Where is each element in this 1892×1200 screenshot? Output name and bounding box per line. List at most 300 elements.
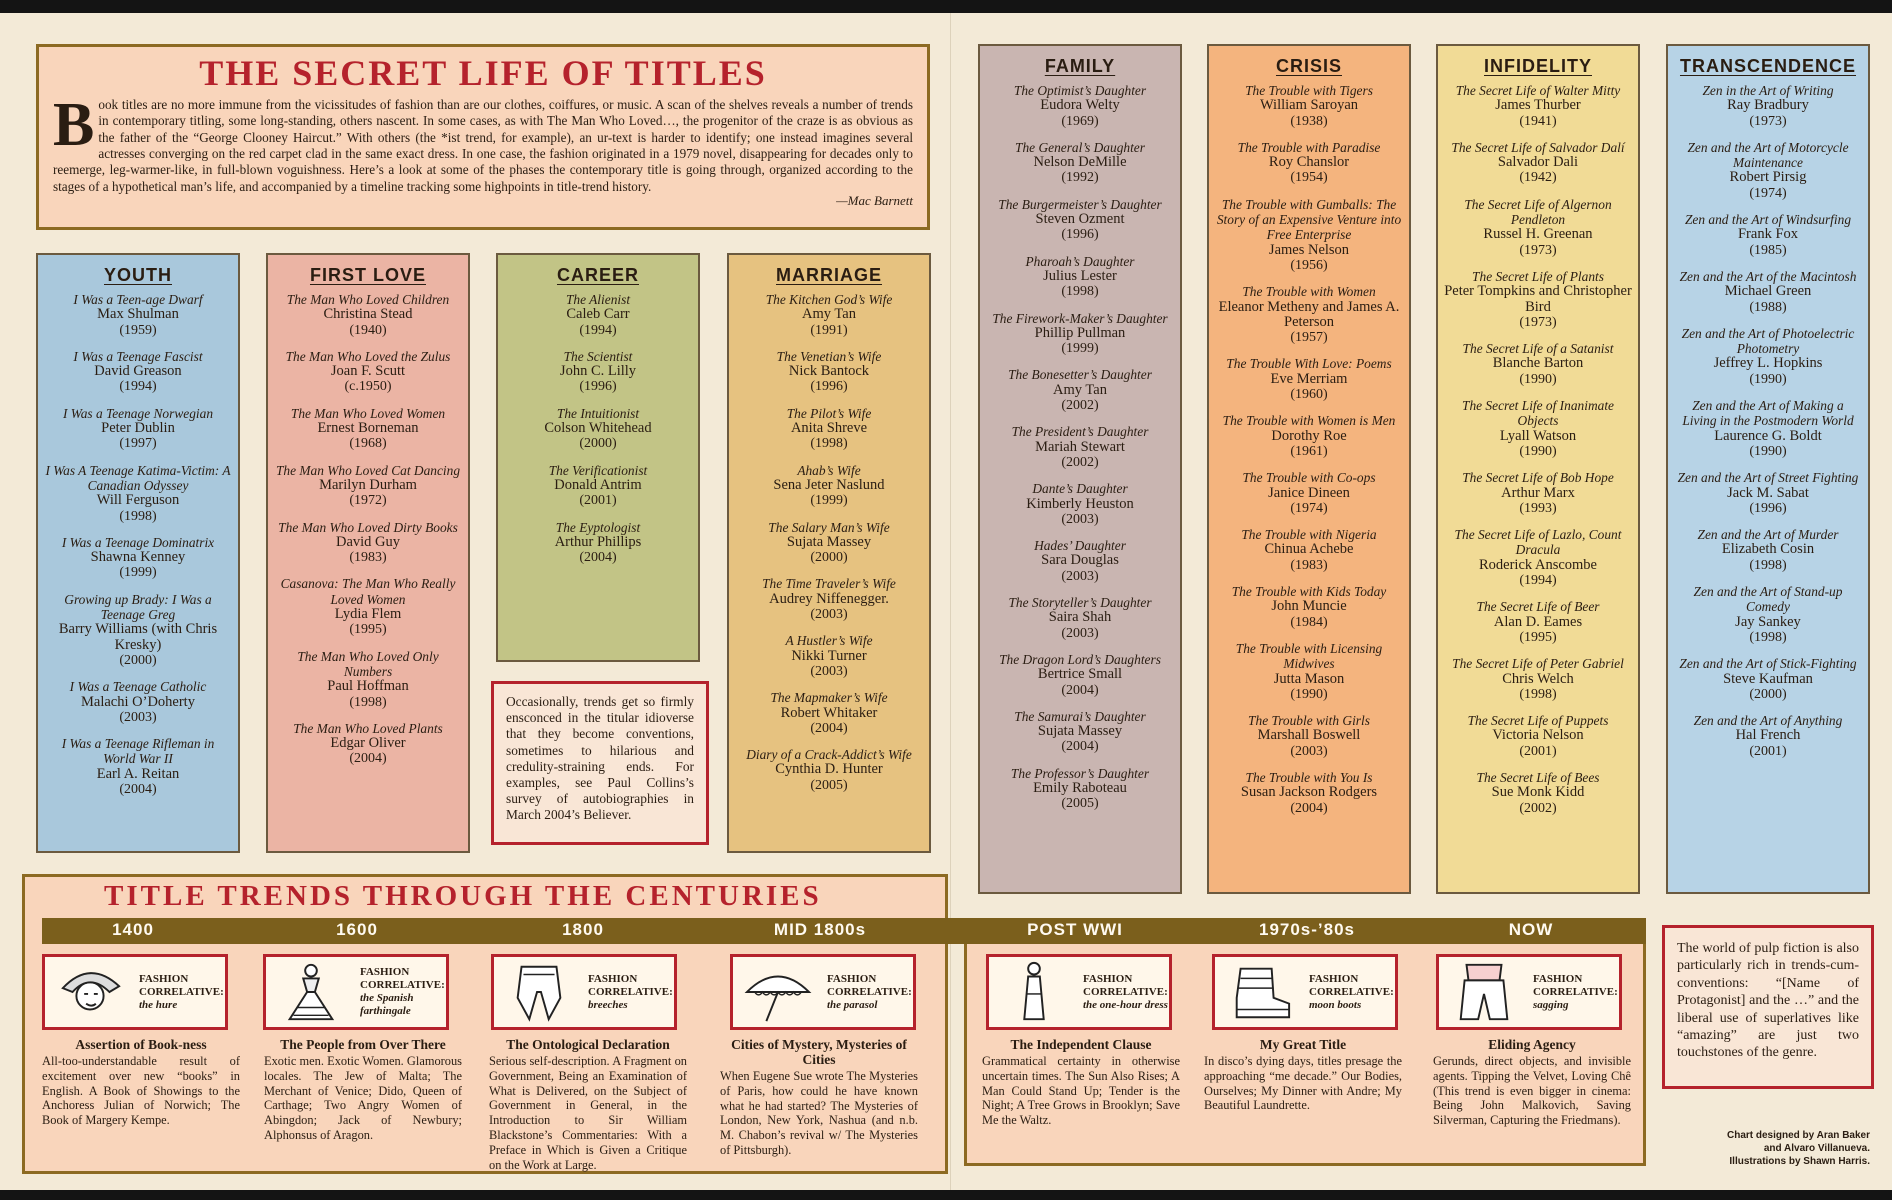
book-author: Shawna Kenney bbox=[90, 549, 186, 566]
book-author: Russel H. Greenan bbox=[1483, 226, 1593, 243]
book-title: The Trouble with Nigeria bbox=[1241, 527, 1377, 543]
book-entry bbox=[986, 652, 1174, 698]
book-author: Blanche Barton bbox=[1492, 355, 1584, 372]
book-entry bbox=[1215, 527, 1403, 573]
book-author: Sujata Massey bbox=[1037, 723, 1123, 740]
book-author: Phillip Pullman bbox=[1034, 324, 1126, 341]
book-author: David Guy bbox=[335, 533, 401, 550]
trend-block bbox=[42, 1037, 240, 1128]
book-title: The Trouble with Licensing Midwives bbox=[1235, 640, 1383, 672]
book-author: John C. Lilly bbox=[559, 363, 637, 380]
fashion-correlative-label bbox=[580, 973, 674, 1012]
book-year: (1998) bbox=[119, 508, 157, 524]
book-author: Colson Whitehead bbox=[544, 420, 652, 437]
trend-block bbox=[1433, 1037, 1631, 1128]
book-author: Cynthia D. Hunter bbox=[775, 761, 883, 778]
book-entry bbox=[1444, 527, 1632, 588]
book-title: The Trouble with Kids Today bbox=[1231, 584, 1387, 600]
book-author: Will Ferguson bbox=[96, 492, 180, 509]
book-author: Salvador Dali bbox=[1497, 154, 1579, 171]
book-author: James Nelson bbox=[1268, 241, 1350, 258]
book-year: (2001) bbox=[1519, 743, 1557, 759]
book-entry bbox=[986, 83, 1174, 129]
book-title: The Secret Life of Bees bbox=[1476, 769, 1600, 785]
book-entry bbox=[1444, 398, 1632, 459]
book-author: Malachi O’Doherty bbox=[81, 693, 195, 710]
fashion-correlative-box bbox=[1436, 954, 1622, 1030]
book-title: I Was a Teenage Rifleman in World War II bbox=[61, 736, 215, 767]
book-entry bbox=[986, 140, 1174, 186]
trend-block bbox=[264, 1037, 462, 1143]
book-year: (2000) bbox=[810, 550, 848, 566]
book-author: Christina Stead bbox=[323, 306, 413, 323]
book-entry bbox=[735, 690, 923, 736]
book-entry bbox=[274, 406, 462, 452]
book-title: The Time Traveler’s Wife bbox=[762, 576, 896, 592]
book-entry bbox=[1674, 140, 1862, 201]
book-entry bbox=[1444, 599, 1632, 645]
book-year: (1942) bbox=[1519, 170, 1557, 186]
intro-text bbox=[53, 90, 913, 195]
book-year: (2002) bbox=[1061, 454, 1099, 470]
book-year: (1996) bbox=[1749, 500, 1787, 516]
book-entry bbox=[274, 576, 462, 637]
book-title: The Pilot’s Wife bbox=[786, 405, 872, 421]
book-entry bbox=[44, 349, 232, 395]
book-author: Barry Williams (with Chris Kresky) bbox=[58, 621, 218, 653]
book-year: (1983) bbox=[349, 550, 387, 566]
fashion-item: the parasol bbox=[827, 998, 878, 1011]
book-entry bbox=[1444, 341, 1632, 387]
column-infidelity bbox=[1436, 44, 1640, 894]
book-year: (2001) bbox=[1749, 743, 1787, 759]
fashion-item: moon boots bbox=[1309, 998, 1362, 1011]
book-year: (1998) bbox=[349, 694, 387, 710]
book-year: (2005) bbox=[810, 777, 848, 793]
book-year: (2004) bbox=[349, 751, 387, 767]
book-entry bbox=[1215, 770, 1403, 816]
book-author: Jay Sankey bbox=[1735, 613, 1801, 630]
book-entry bbox=[735, 747, 923, 793]
column-heading: TRANSCENDENCE bbox=[1679, 56, 1856, 76]
top-border bbox=[0, 0, 1892, 13]
book-year: (1994) bbox=[579, 322, 617, 338]
book-title: The Secret Life of Bob Hope bbox=[1462, 470, 1614, 486]
fashion-correlative-label bbox=[1301, 973, 1395, 1012]
book-title: The Professor’s Daughter bbox=[1010, 765, 1150, 781]
book-year: (2004) bbox=[810, 720, 848, 736]
book-title: Zen and the Art of Stand-up Comedy bbox=[1693, 584, 1843, 615]
book-author: Arthur Marx bbox=[1501, 484, 1575, 501]
book-year: (c.1950) bbox=[344, 379, 392, 395]
book-year: (1996) bbox=[579, 379, 617, 395]
book-author: Caleb Carr bbox=[566, 306, 630, 323]
book-title: The Secret Life of Inanimate Objects bbox=[1462, 398, 1614, 429]
book-year: (1941) bbox=[1519, 113, 1557, 129]
book-author: Alan D. Eames bbox=[1493, 613, 1583, 630]
book-entry bbox=[274, 520, 462, 566]
book-title: The Man Who Loved Only Numbers bbox=[297, 648, 439, 679]
book-title: The Secret Life of Beer bbox=[1476, 599, 1600, 615]
book-entry bbox=[986, 766, 1174, 812]
book-author: Sue Monk Kidd bbox=[1491, 784, 1585, 801]
book-entry bbox=[1674, 656, 1862, 702]
book-author: Robert Whitaker bbox=[780, 704, 878, 721]
fashion-label: FASHION CORRELATIVE: bbox=[139, 972, 224, 998]
trend-heading: The Independent Clause bbox=[1010, 1037, 1152, 1052]
book-author: Susan Jackson Rodgers bbox=[1240, 784, 1378, 801]
book-year: (2004) bbox=[119, 782, 157, 798]
book-title: Growing up Brady: I Was a Teenage Greg bbox=[64, 591, 212, 623]
book-year: (1985) bbox=[1749, 242, 1787, 258]
book-title: Zen and the Art of Making a Living in the Postmodern World bbox=[1682, 398, 1854, 429]
book-title: The Burgermeister’s Daughter bbox=[998, 196, 1162, 212]
book-year: (1960) bbox=[1290, 387, 1328, 403]
book-title: Zen and the Art of Anything bbox=[1693, 713, 1843, 729]
fashion-label: FASHION CORRELATIVE: bbox=[1533, 972, 1618, 998]
book-title: Dante’s Daughter bbox=[1032, 481, 1128, 497]
book-title: Zen and the Art of Stick-Fighting bbox=[1679, 656, 1857, 672]
book-entry bbox=[1674, 269, 1862, 315]
book-year: (1996) bbox=[810, 379, 848, 395]
intro-paragraph: ook titles are no more immune from the vicissitudes of fashion than are our clothes, coiffures, or music. A scan of the shelves reveals a number of trends in contemporary titling, some long-standing, others nascent. In some cases, as with The Man Who Loved…, the progenitor of the craze is as obvious as the father of the “George Clooney Haircut.” With others (the *ist trend, for example), an ur-text is harder to identify; one instead imagines several actresses converging on the red carpet clad in the same exact dress. In one case, the fashion originated in a 1979 novel, disappearing for decades only to reemerge, leg-warmer-like, in full-blown voguishness. Here’s a look at some of the phases the contemporary title is going through, organized according to the stages of a hypothetical man’s life, and accompanied by a timeline tracking some highpoints in title-trend history. bbox=[53, 96, 913, 194]
fashion-item: the Spanish farthingale bbox=[360, 992, 414, 1017]
fashion-item: the hure bbox=[139, 998, 178, 1011]
book-year: (1990) bbox=[1290, 686, 1328, 702]
book-entry bbox=[504, 349, 692, 395]
book-entry bbox=[986, 311, 1174, 357]
book-entry bbox=[1674, 398, 1862, 459]
book-author: Peter Dublin bbox=[101, 420, 175, 437]
book-year: (2003) bbox=[1290, 743, 1328, 759]
book-author: Sara Douglas bbox=[1041, 552, 1119, 569]
book-title: The Secret Life of Lazlo, Count Dracula bbox=[1454, 527, 1622, 558]
book-author: Eleanor Metheny and James A. Peterson bbox=[1218, 298, 1400, 330]
book-year: (1983) bbox=[1290, 557, 1328, 573]
trend-heading: The Ontological Declaration bbox=[506, 1037, 670, 1052]
book-author: Dorothy Roe bbox=[1271, 427, 1347, 444]
book-entry bbox=[1215, 470, 1403, 516]
book-year: (1961) bbox=[1290, 443, 1328, 459]
book-author: Roderick Anscombe bbox=[1479, 556, 1597, 573]
book-year: (2003) bbox=[810, 663, 848, 679]
book-author: Amy Tan bbox=[1053, 381, 1107, 398]
book-title: The Man Who Loved the Zulus bbox=[285, 348, 451, 364]
book-author: Edgar Oliver bbox=[330, 735, 406, 752]
book-author: Emily Raboteau bbox=[1033, 779, 1127, 796]
farthingale-illustration-icon bbox=[270, 959, 352, 1025]
book-author: Bertrice Small bbox=[1037, 666, 1123, 683]
book-title: The Mapmaker’s Wife bbox=[770, 690, 888, 706]
fashion-item: the one-hour dress bbox=[1083, 998, 1168, 1011]
book-author: Hal French bbox=[1735, 727, 1801, 744]
book-entry bbox=[44, 406, 232, 452]
parasol-illustration-icon bbox=[737, 959, 819, 1025]
trend-description: In disco’s dying days, titles presage the approaching “me decade.” Our Bodies, Ourselves; My Dinner with Andre; My Beautiful Laundrette. bbox=[1204, 1054, 1402, 1113]
fashion-correlative-label bbox=[1075, 973, 1169, 1012]
book-entry bbox=[986, 538, 1174, 584]
book-entry bbox=[44, 463, 232, 524]
book-author: Audrey Niffenegger. bbox=[769, 590, 889, 607]
book-entry bbox=[1674, 83, 1862, 129]
book-title: The Storyteller’s Daughter bbox=[1008, 595, 1152, 611]
credit-line: Chart designed by Aran Baker bbox=[1726, 1130, 1870, 1141]
book-author: Peter Tompkins and Christopher Bird bbox=[1444, 283, 1632, 315]
timeline-era: 1600 bbox=[336, 920, 378, 939]
book-year: (1998) bbox=[1749, 629, 1787, 645]
book-entry bbox=[1444, 470, 1632, 516]
book-entry bbox=[504, 520, 692, 566]
book-year: (1994) bbox=[1519, 573, 1557, 589]
book-entry bbox=[986, 709, 1174, 755]
fashion-label: FASHION CORRELATIVE: bbox=[1309, 972, 1394, 998]
book-year: (1999) bbox=[119, 565, 157, 581]
book-author: Nelson DeMille bbox=[1033, 154, 1127, 171]
book-entry bbox=[1215, 641, 1403, 702]
book-year: (2003) bbox=[1061, 625, 1099, 641]
book-year: (2001) bbox=[579, 493, 617, 509]
fashion-correlative-box bbox=[986, 954, 1172, 1030]
book-author: Laurence G. Boldt bbox=[1714, 427, 1822, 444]
column-heading: FAMILY bbox=[1044, 56, 1116, 76]
book-entry bbox=[1444, 656, 1632, 702]
column-heading: MARRIAGE bbox=[776, 265, 882, 285]
book-author: Elizabeth Cosin bbox=[1721, 541, 1815, 558]
trend-description: When Eugene Sue wrote The Mysteries of Paris, how could he have known what he had started? The Mysteries of London, New York, Nashua (and n.b. M. Chabon’s revival w/ The Mysteries of Pittsburgh). bbox=[720, 1069, 918, 1157]
book-entry bbox=[1444, 269, 1632, 330]
book-title: The Samurai’s Daughter bbox=[1014, 708, 1146, 724]
book-title: The Trouble with Paradise bbox=[1237, 139, 1381, 155]
book-author: Arthur Phillips bbox=[554, 533, 642, 550]
book-author: Chinua Achebe bbox=[1264, 541, 1354, 558]
book-entry bbox=[986, 197, 1174, 243]
timeline-era: MID 1800s bbox=[773, 920, 867, 939]
book-title: The Trouble with Gumballs: The Story of an Expensive Venture into Free Enterprise bbox=[1216, 196, 1402, 243]
trend-block bbox=[982, 1037, 1180, 1128]
book-year: (2003) bbox=[1061, 511, 1099, 527]
book-entry bbox=[44, 592, 232, 668]
book-title: The Trouble with Co-ops bbox=[1242, 470, 1376, 486]
book-year: (1973) bbox=[1519, 314, 1557, 330]
book-year: (1999) bbox=[810, 493, 848, 509]
book-entry bbox=[986, 481, 1174, 527]
book-year: (2000) bbox=[119, 652, 157, 668]
trend-block bbox=[720, 1037, 918, 1158]
book-title: The Dragon Lord’s Daughters bbox=[999, 651, 1161, 667]
bottom-border bbox=[0, 1190, 1892, 1200]
book-year: (1973) bbox=[1749, 113, 1787, 129]
book-year: (1998) bbox=[1519, 686, 1557, 702]
fashion-correlative-box bbox=[730, 954, 916, 1030]
hood-illustration-icon bbox=[49, 959, 131, 1025]
book-title: Zen and the Art of Murder bbox=[1697, 527, 1839, 543]
trend-block bbox=[1204, 1037, 1402, 1113]
book-entry bbox=[735, 406, 923, 452]
book-year: (1998) bbox=[1749, 557, 1787, 573]
credits bbox=[1692, 1129, 1870, 1168]
book-author: Paul Hoffman bbox=[327, 678, 409, 695]
book-title: The Optimist’s Daughter bbox=[1013, 83, 1147, 98]
fashion-correlative-label bbox=[131, 973, 225, 1012]
book-year: (2004) bbox=[1061, 739, 1099, 755]
book-author: Eve Merriam bbox=[1270, 370, 1348, 387]
book-author: Roy Chanslor bbox=[1268, 154, 1350, 171]
dress-illustration-icon bbox=[993, 959, 1075, 1025]
book-title: The Scientist bbox=[563, 348, 633, 364]
drop-cap: B bbox=[53, 90, 95, 159]
fashion-label: FASHION CORRELATIVE: bbox=[827, 972, 912, 998]
book-title: The Secret Life of Walter Mitty bbox=[1455, 83, 1621, 98]
book-author: Anita Shreve bbox=[790, 420, 868, 437]
book-author: Mariah Stewart bbox=[1035, 438, 1125, 455]
book-title: I Was a Teenage Catholic bbox=[69, 679, 207, 695]
book-year: (1990) bbox=[1749, 371, 1787, 387]
book-title: The Secret Life of a Satanist bbox=[1462, 341, 1614, 357]
column-transcendence bbox=[1666, 44, 1870, 894]
trend-description: Serious self-description. A Fragment on Government, Being an Examination of What is Delivered, on the Subject of Government in General, in the Introduction to Sir William Blackstone’s Commentaries: With a Preface in Which is Given a Critique on the Work at Large. bbox=[489, 1054, 687, 1172]
book-author: Nick Bantock bbox=[788, 363, 870, 380]
book-entry bbox=[735, 292, 923, 338]
page-title: THE SECRET LIFE OF TITLES bbox=[199, 53, 767, 93]
book-title: Pharoah’s Daughter bbox=[1025, 253, 1135, 269]
fashion-correlative-box bbox=[1212, 954, 1398, 1030]
book-year: (2003) bbox=[810, 607, 848, 623]
fashion-correlative-box bbox=[491, 954, 677, 1030]
book-author: Victoria Nelson bbox=[1492, 727, 1584, 744]
book-author: James Thurber bbox=[1495, 97, 1581, 114]
intro-panel bbox=[36, 44, 930, 230]
book-author: David Greason bbox=[94, 363, 182, 380]
book-title: The Trouble With Love: Poems bbox=[1226, 356, 1392, 372]
column-heading: INFIDELITY bbox=[1484, 56, 1592, 76]
book-year: (1959) bbox=[119, 322, 157, 338]
book-title: I Was A Teenage Katima-Victim: A Canadian Odyssey bbox=[45, 462, 231, 493]
fashion-correlative-label bbox=[1525, 973, 1619, 1012]
book-year: (1994) bbox=[119, 379, 157, 395]
book-year: (2000) bbox=[579, 436, 617, 452]
book-year: (1990) bbox=[1519, 371, 1557, 387]
timeline-era: 1800 bbox=[562, 920, 604, 939]
book-entry bbox=[735, 633, 923, 679]
book-year: (2004) bbox=[579, 550, 617, 566]
book-entry bbox=[735, 349, 923, 395]
note-occasionally: Occasionally, trends get so firmly ensconced in the titular idioverse that they become conventions, sometimes to hilarious and credulity-straining ends. For examples, see Paul Collins’s survey of autobiographies in March 2004’s Believer. bbox=[491, 681, 709, 845]
book-entry bbox=[986, 595, 1174, 641]
book-entry bbox=[735, 463, 923, 509]
book-author: Chris Welch bbox=[1502, 670, 1574, 687]
book-entry bbox=[1444, 83, 1632, 129]
book-author: Nikki Turner bbox=[791, 647, 867, 664]
book-entry bbox=[1215, 284, 1403, 345]
credit-line: and Alvaro Villanueva. bbox=[1763, 1143, 1870, 1154]
book-year: (2004) bbox=[1061, 682, 1099, 698]
book-author: Eudora Welty bbox=[1040, 97, 1120, 114]
credit-line: Illustrations by Shawn Harris. bbox=[1729, 1156, 1870, 1167]
column-marriage bbox=[727, 253, 931, 853]
book-author: Marshall Boswell bbox=[1257, 727, 1361, 744]
trend-description: Gerunds, direct objects, and invisible agents. Tipping the Velvet, Loving Chê (This trend is even bigger in cinema: Being John Malkovich, Saving Silverman, Capturing the Friedmans). bbox=[1433, 1054, 1631, 1128]
book-entry bbox=[1674, 470, 1862, 516]
book-year: (2004) bbox=[1290, 800, 1328, 816]
book-title: The Salary Man’s Wife bbox=[768, 519, 890, 535]
book-entry bbox=[1215, 413, 1403, 459]
book-author: Robert Pirsig bbox=[1729, 169, 1807, 186]
fashion-label: FASHION CORRELATIVE: bbox=[1083, 972, 1168, 998]
book-year: (1988) bbox=[1749, 299, 1787, 315]
trends-title: TITLE TRENDS THROUGH THE CENTURIES bbox=[104, 880, 822, 912]
book-title: Diary of a Crack-Addict’s Wife bbox=[746, 747, 912, 763]
trend-heading: Assertion of Book-ness bbox=[75, 1037, 207, 1052]
book-year: (1938) bbox=[1290, 113, 1328, 129]
book-author: William Saroyan bbox=[1259, 97, 1359, 114]
book-year: (1999) bbox=[1061, 341, 1099, 357]
book-entry bbox=[44, 736, 232, 797]
book-title: The Bonesetter’s Daughter bbox=[1008, 367, 1152, 383]
book-title: The Kitchen God’s Wife bbox=[765, 292, 893, 307]
book-entry bbox=[274, 463, 462, 509]
book-title: The Trouble with Women bbox=[1242, 284, 1376, 300]
book-entry bbox=[1215, 197, 1403, 273]
book-author: Jutta Mason bbox=[1273, 670, 1345, 687]
timeline-era: POST WWI bbox=[1027, 920, 1123, 939]
book-title: Zen and the Art of Street Fighting bbox=[1677, 470, 1859, 486]
book-entry bbox=[274, 721, 462, 767]
trend-block bbox=[489, 1037, 687, 1172]
book-entry bbox=[1674, 527, 1862, 573]
book-entry bbox=[1444, 770, 1632, 816]
book-entry bbox=[1444, 140, 1632, 186]
book-author: Lydia Flem bbox=[334, 606, 402, 623]
book-title: The Man Who Loved Dirty Books bbox=[278, 519, 458, 535]
fashion-label: FASHION CORRELATIVE: bbox=[588, 972, 673, 998]
book-entry bbox=[504, 406, 692, 452]
book-year: (1973) bbox=[1519, 242, 1557, 258]
column-crisis bbox=[1207, 44, 1411, 894]
book-year: (1993) bbox=[1519, 500, 1557, 516]
book-entry bbox=[1215, 356, 1403, 402]
column-youth bbox=[36, 253, 240, 853]
book-title: The Eyptologist bbox=[555, 519, 641, 535]
book-year: (1956) bbox=[1290, 257, 1328, 273]
column-heading: CAREER bbox=[556, 265, 639, 285]
book-title: The Trouble with You Is bbox=[1245, 769, 1373, 785]
book-title: Zen and the Art of Motorcycle Maintenance bbox=[1687, 139, 1849, 171]
book-author: Jack M. Sabat bbox=[1727, 484, 1809, 501]
book-author: Donald Antrim bbox=[554, 476, 642, 493]
book-entry bbox=[1215, 83, 1403, 129]
book-title: The Trouble with Tigers bbox=[1245, 83, 1373, 98]
page-fold bbox=[950, 13, 951, 1190]
book-entry bbox=[986, 254, 1174, 300]
fashion-correlative-label bbox=[352, 966, 446, 1018]
fashion-correlative-box bbox=[42, 954, 228, 1030]
book-year: (1974) bbox=[1749, 185, 1787, 201]
fashion-correlative-label bbox=[819, 973, 913, 1012]
book-entry bbox=[44, 535, 232, 581]
book-year: (2002) bbox=[1061, 398, 1099, 414]
book-entry bbox=[986, 424, 1174, 470]
book-entry bbox=[1444, 713, 1632, 759]
book-year: (1954) bbox=[1290, 170, 1328, 186]
book-author: Amy Tan bbox=[802, 306, 856, 323]
moon-boot-illustration-icon bbox=[1219, 959, 1301, 1025]
book-entry bbox=[1674, 713, 1862, 759]
book-title: The Secret Life of Plants bbox=[1472, 268, 1604, 284]
trend-heading: Eliding Agency bbox=[1488, 1037, 1576, 1052]
book-year: (2003) bbox=[119, 709, 157, 725]
book-title: The Verificationist bbox=[548, 462, 648, 478]
book-author: Jeffrey L. Hopkins bbox=[1713, 355, 1823, 372]
